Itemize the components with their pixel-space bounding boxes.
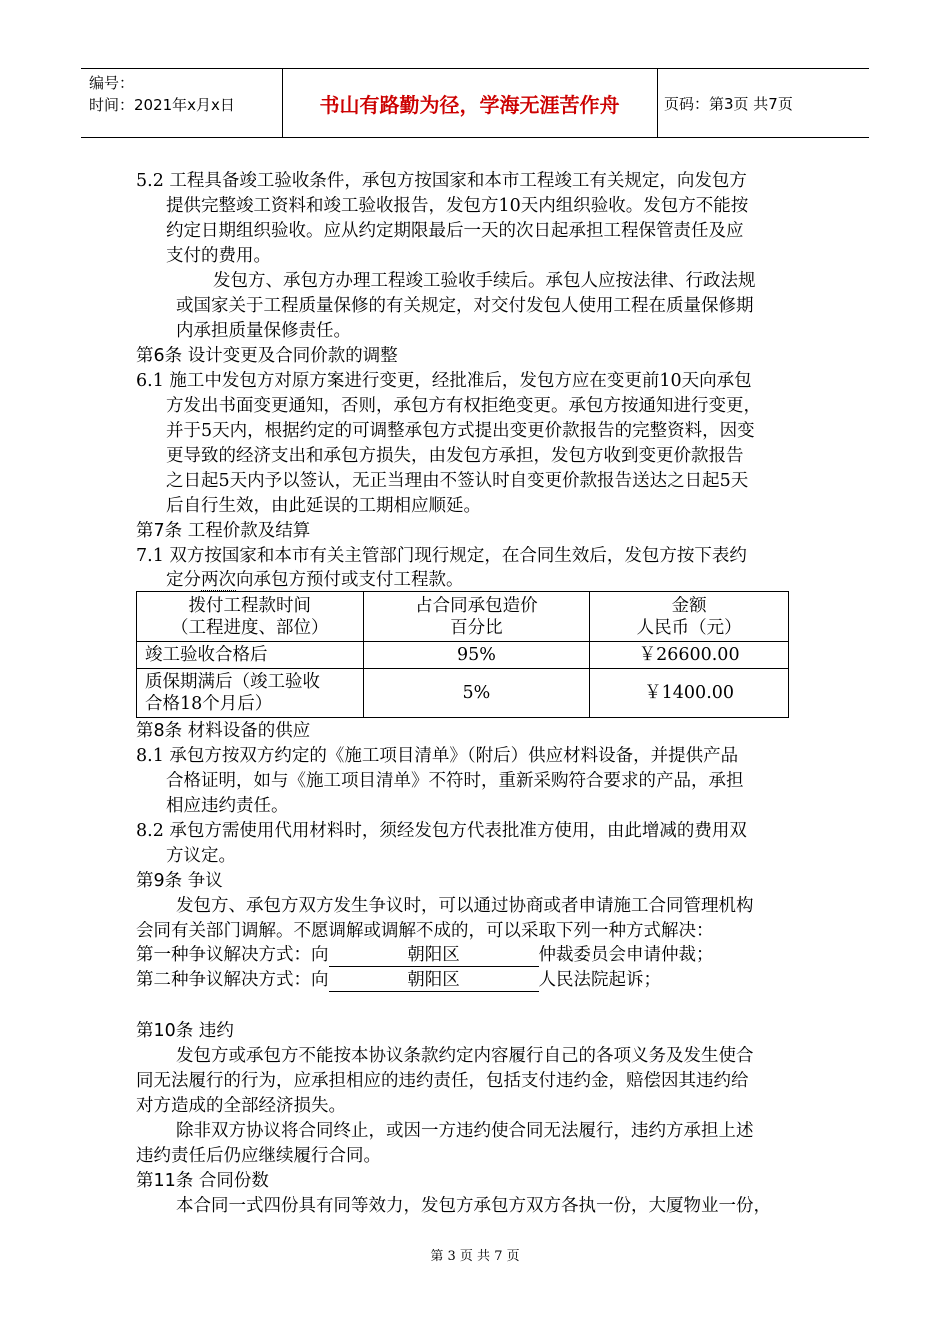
header-page-info: 页码：第3页 共7页: [664, 94, 793, 113]
clause-8-1-line: 相应违约责任。: [166, 796, 289, 816]
page-header: [81, 68, 869, 138]
cell-time: 竣工验收合格后: [137, 642, 364, 669]
document-number: 编号：: [89, 74, 135, 92]
article-10-heading: 第10条 违约: [136, 1021, 234, 1041]
paragraph-line: 会同有关部门调解。不愿调解或调解不成的，可以采取下列一种方式解决：: [136, 921, 714, 941]
clause-6-1-line: 之日起5天内予以签认，无正当理由不签认时自变更价款报告送达之日起5天: [166, 471, 749, 491]
article-9-heading: 第9条 争议: [136, 871, 223, 891]
paragraph-line: 违约责任后仍应继续履行合同。: [136, 1146, 381, 1166]
paragraph-line: 同无法履行的行为，应承担相应的违约责任，包括支付违约金，赔偿因其违约给: [136, 1071, 749, 1091]
paragraph-line: 本合同一式四份具有同等效力，发包方承包方双方各执一份，大厦物业一份，: [176, 1196, 771, 1216]
cell-percent: 5%: [363, 669, 590, 718]
header-motto: 书山有路勤为径，学海无涯苦作舟: [282, 69, 658, 137]
fill-in-blank: 朝阳区: [329, 969, 539, 992]
article-6-heading: 第6条 设计变更及合同价款的调整: [136, 346, 398, 366]
document-date: 时间：2021年x月x日: [89, 96, 235, 114]
clause-7-1-line: 7.1 双方按国家和本市有关主管部门现行规定，在合同生效后，发包方按下表约: [136, 546, 747, 566]
clause-5-2-line: 提供完整竣工资料和竣工验收报告，发包方10天内组织验收。发包方不能按: [166, 196, 749, 216]
cell-amount: ￥1400.00: [590, 669, 789, 718]
dispute-option-1: 第一种争议解决方式：向 朝阳区 仲裁委员会申请仲裁；: [136, 945, 714, 965]
payment-schedule-table: [136, 591, 789, 718]
fill-in-blank: 朝阳区: [329, 944, 539, 967]
clause-6-1-line: 6.1 施工中发包方对原方案进行变更，经批准后，发包方应在变更前10天向承包: [136, 371, 752, 391]
table-row: [137, 642, 789, 669]
dotted-underline-text: 两次: [201, 570, 236, 590]
article-11-heading: 第11条 合同份数: [136, 1171, 269, 1191]
clause-6-1-line: 方发出书面变更通知，否则，承包方有权拒绝变更。承包方按通知进行变更，: [166, 396, 761, 416]
page-footer: 第 3 页 共 7 页: [430, 1249, 520, 1264]
table-row: [137, 669, 789, 718]
paragraph-line: 或国家关于工程质量保修的有关规定，对交付发包人使用工程在质量保修期: [176, 296, 754, 316]
cell-amount: ￥26600.00: [590, 642, 789, 669]
clause-8-1-line: 合格证明，如与《施工项目清单》不符时，重新采购符合要求的产品，承担: [166, 771, 744, 791]
paragraph-line: 对方造成的全部经济损失。: [136, 1096, 346, 1116]
clause-8-1-line: 8.1 承包方按双方约定的《施工项目清单》（附后）供应材料设备，并提供产品: [136, 746, 739, 766]
header-cell-amount: 金额 人民币（元）: [590, 592, 789, 642]
header-cell-percent: 占合同承包造价 百分比: [363, 592, 590, 642]
header-meta: [81, 69, 283, 137]
clause-8-2-line: 8.2 承包方需使用代用材料时，须经发包方代表批准方使用，由此增减的费用双: [136, 821, 747, 841]
clause-6-1-line: 更导致的经济支出和承包方损失，由发包方承担，发包方收到变更价款报告: [166, 446, 744, 466]
paragraph-line: 内承担质量保修责任。: [176, 321, 351, 341]
cell-percent: 95%: [363, 642, 590, 669]
paragraph-line: 发包方、承包方双方发生争议时，可以通过协商或者申请施工合同管理机构: [176, 896, 754, 916]
table-header-row: [137, 592, 789, 642]
paragraph-line: 发包方、承包方办理工程竣工验收手续后。承包人应按法律、行政法规: [213, 271, 756, 291]
clause-5-2-line: 支付的费用。: [166, 246, 271, 266]
article-8-heading: 第8条 材料设备的供应: [136, 721, 311, 741]
clause-7-1-line: 定分两次向承包方预付或支付工程款。: [166, 570, 464, 590]
clause-8-2-line: 方议定。: [166, 846, 236, 866]
cell-time: 质保期满后（竣工验收 合格18个月后）: [137, 669, 364, 718]
paragraph-line: 除非双方协议将合同终止，或因一方违约使合同无法履行，违约方承担上述: [176, 1121, 754, 1141]
dispute-option-2: 第二种争议解决方式：向 朝阳区 人民法院起诉；: [136, 970, 661, 990]
clause-5-2-line: 5.2 工程具备竣工验收条件，承包方按国家和本市工程竣工有关规定，向发包方: [136, 171, 747, 191]
header-cell-time: 拨付工程款时间 （工程进度、部位）: [137, 592, 364, 642]
clause-5-2-line: 约定日期组织验收。应从约定期限最后一天的次日起承担工程保管责任及应: [166, 221, 744, 241]
article-7-heading: 第7条 工程价款及结算: [136, 521, 311, 541]
clause-6-1-line: 并于5天内，根据约定的可调整承包方式提出变更价款报告的完整资料，因变: [166, 421, 755, 441]
paragraph-line: 发包方或承包方不能按本协议条款约定内容履行自己的各项义务及发生使合: [176, 1046, 754, 1066]
clause-6-1-line: 后自行生效，由此延误的工期相应顺延。: [166, 496, 481, 516]
